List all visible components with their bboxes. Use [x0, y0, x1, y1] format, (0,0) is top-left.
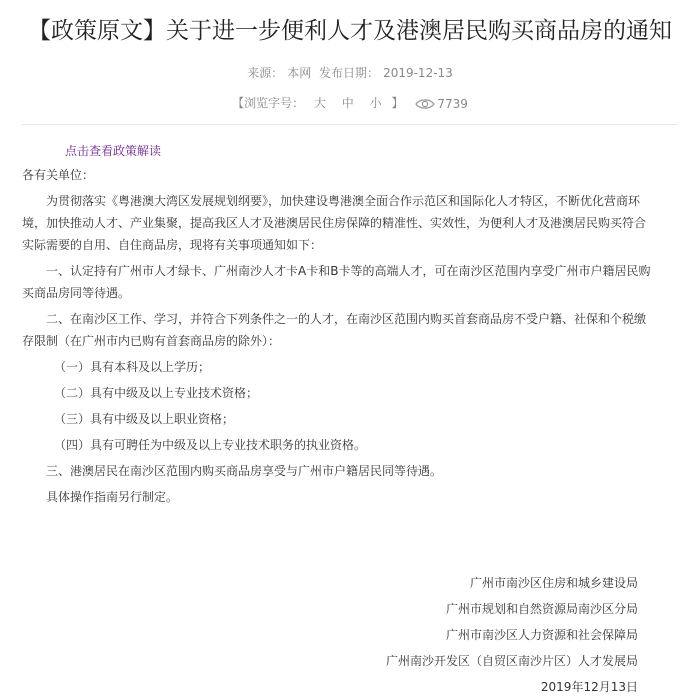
- font-large-button[interactable]: 大: [313, 96, 326, 110]
- article-body: [22, 164, 652, 512]
- eye-icon: [415, 98, 435, 110]
- font-size-label: 【浏览字号：: [232, 96, 305, 110]
- signature-block: [386, 570, 638, 700]
- article-meta: [0, 64, 700, 82]
- page-title: 【政策原文】关于进一步便利人才及港澳居民购买商品房的通知: [28, 18, 672, 44]
- font-size-bar: [0, 94, 700, 113]
- signature-org-2: 广州市规划和自然资源局南沙区分局: [445, 602, 638, 616]
- item-1: 一、认定持有广州市人才绿卡、广州南沙人才卡A卡和B卡等的高端人才，可在南沙区范围内享受广州市户籍居民购买商品房同等待遇。: [22, 264, 651, 300]
- sub-item-3: （三）具有中级及以上职业资格；: [54, 412, 235, 426]
- font-size-bracket-close: 】: [391, 96, 404, 110]
- sub-item-4: （四）具有可聘任为中级及以上专业技术职务的执业资格。: [54, 438, 367, 452]
- divider: [22, 124, 678, 125]
- closing-paragraph: 具体操作指南另行制定。: [46, 490, 179, 504]
- view-count: [415, 95, 468, 113]
- item-3: 三、港澳居民在南沙区范围内购买商品房享受与广州市户籍居民同等待遇。: [46, 464, 443, 478]
- source-label: 来源：: [247, 66, 284, 80]
- source-value: 本网: [287, 66, 312, 80]
- signature-org-4: 广州南沙开发区（自贸区南沙片区）人才发展局: [385, 654, 638, 668]
- signature-date: 2019年12月13日: [540, 680, 638, 694]
- policy-interpretation-link[interactable]: 点击查看政策解读: [65, 144, 162, 158]
- font-small-button[interactable]: 小: [369, 96, 382, 110]
- date-value: 2019-12-13: [383, 66, 453, 80]
- sub-item-1: （一）具有本科及以上学历；: [54, 360, 211, 374]
- intro-paragraph: 为贯彻落实《粤港澳大湾区发展规划纲要》，加快建设粤港澳全面合作示范区和国际化人才特区，不断优化营商环境，加快推动人才、产业集聚，提高我区人才及港澳居民住房保障的精准性、实效性，为便利人才及港澳居民购买符合实际需要的自用、自住商品房，现将有关事项通知如下：: [22, 194, 647, 252]
- signature-org-3: 广州市南沙区人力资源和社会保障局: [445, 628, 638, 642]
- signature-org-1: 广州市南沙区住房和城乡建设局: [469, 576, 638, 590]
- font-medium-button[interactable]: 中: [341, 96, 354, 110]
- item-2: 二、在南沙区工作、学习，并符合下列条件之一的人才，在南沙区范围内购买首套商品房不受户籍、社保和个税缴存限制（在广州市内已购有首套商品房的除外）：: [22, 312, 647, 348]
- sub-item-2: （二）具有中级及以上专业技术资格；: [54, 386, 259, 400]
- date-label: 发布日期：: [319, 66, 380, 80]
- salutation: 各有关单位：: [22, 168, 95, 182]
- view-count-value: 7739: [437, 96, 468, 111]
